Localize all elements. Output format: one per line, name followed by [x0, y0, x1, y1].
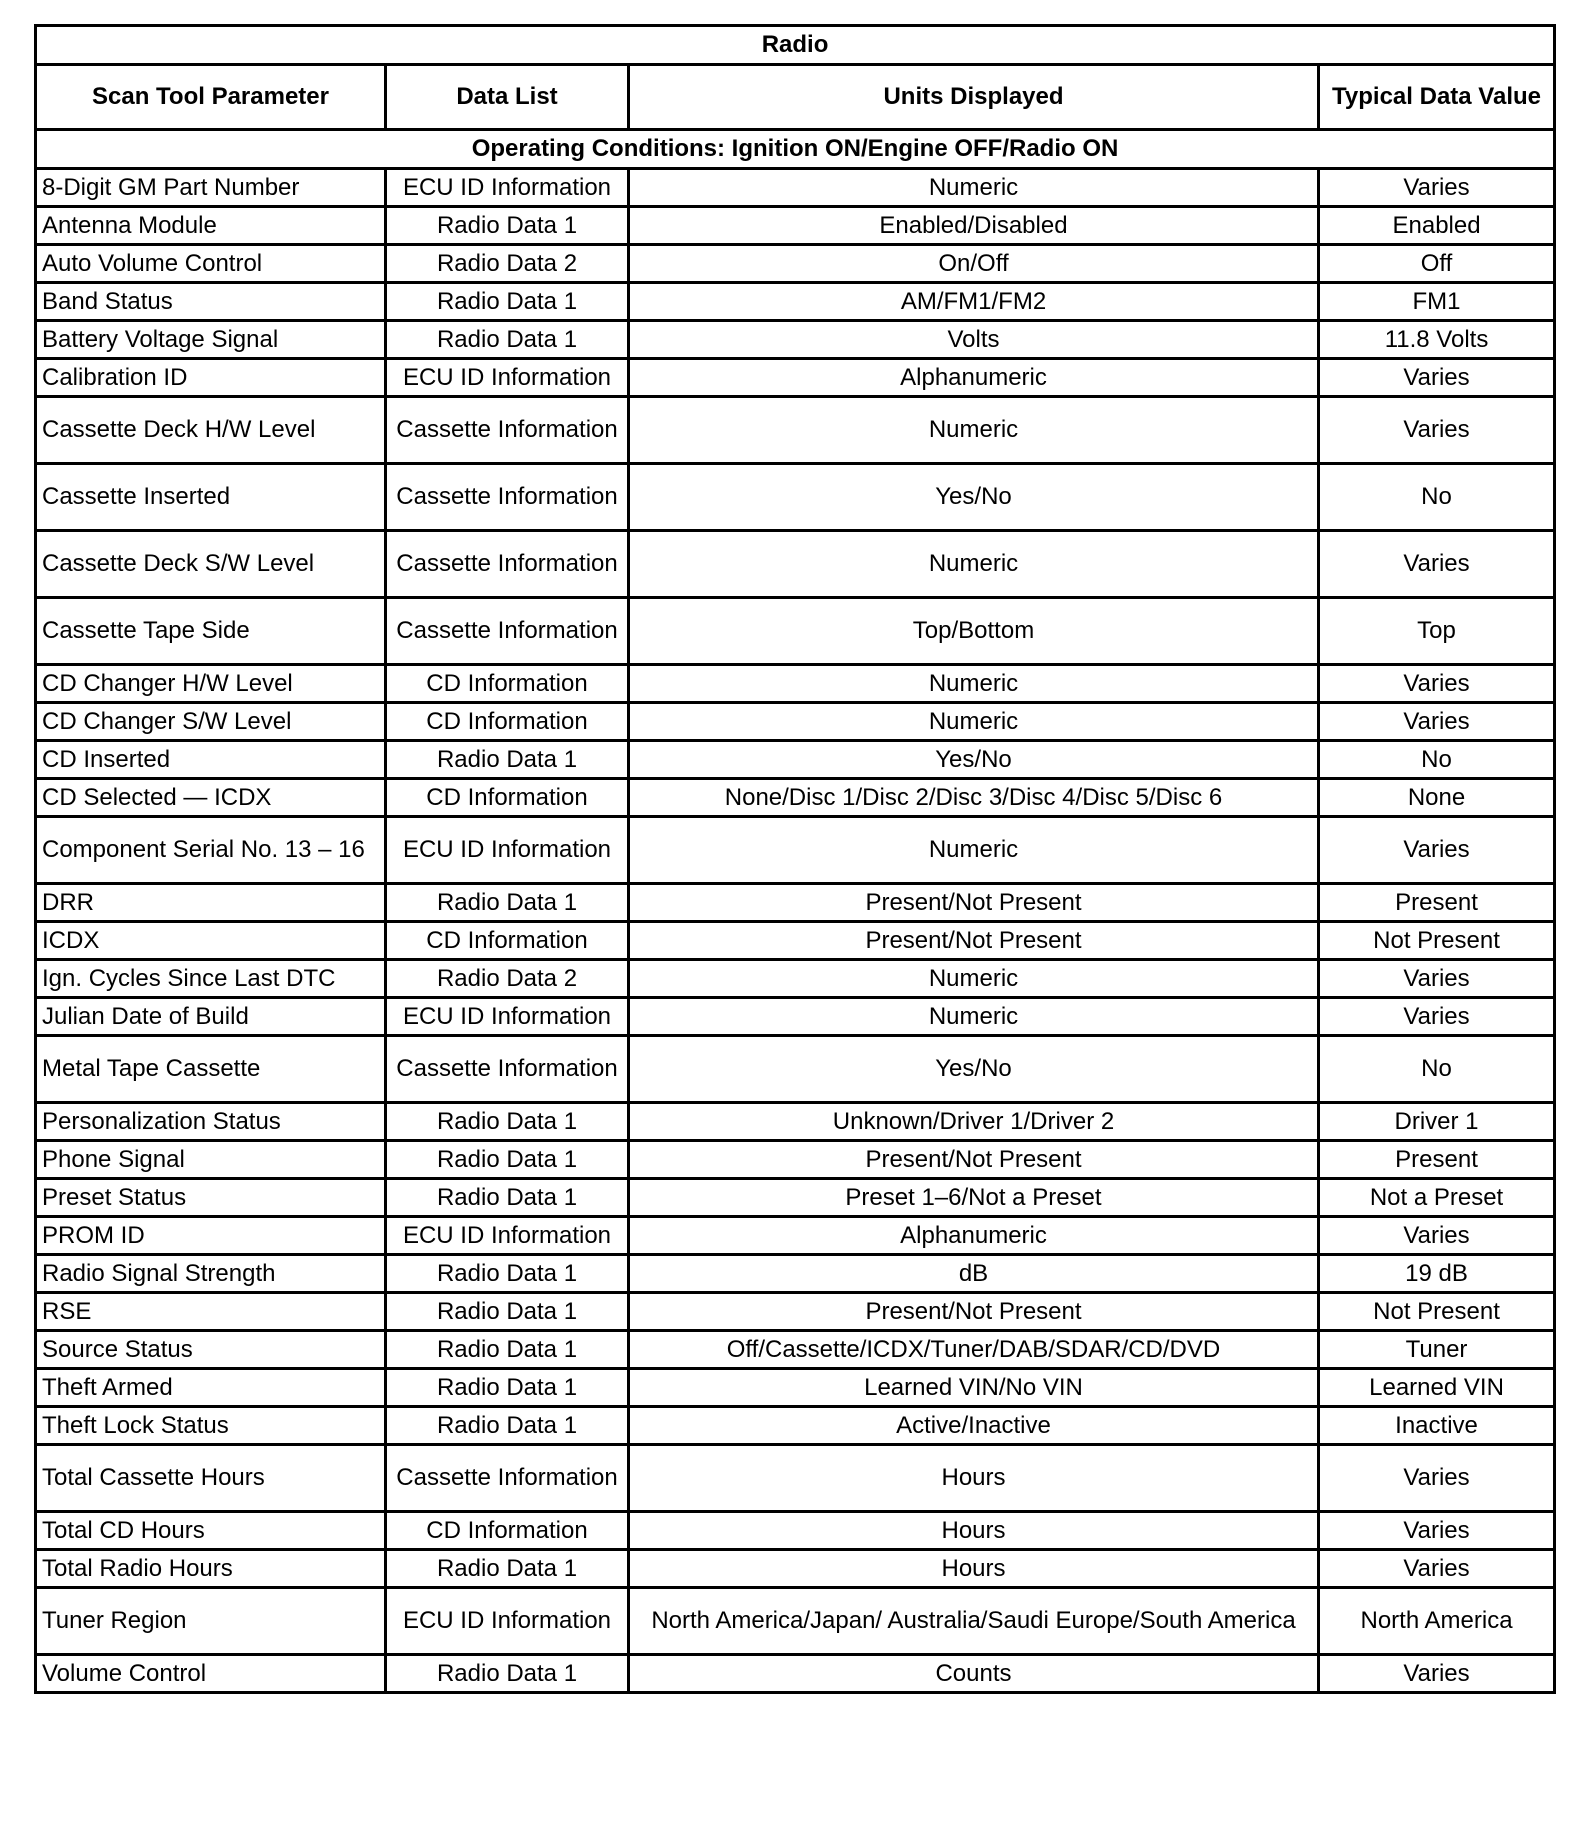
table-row — [36, 1407, 1555, 1445]
table-row — [36, 245, 1555, 283]
data-list-cell: Radio Data 1 — [386, 1331, 629, 1369]
units-cell: Numeric — [629, 960, 1319, 998]
typical-value-cell: Varies — [1319, 1445, 1555, 1512]
typical-value-cell: Enabled — [1319, 207, 1555, 245]
parameter-cell: Cassette Tape Side — [36, 598, 386, 665]
typical-value-cell: Varies — [1319, 359, 1555, 397]
data-list-cell: Cassette Information — [386, 397, 629, 464]
data-list-cell: CD Information — [386, 1512, 629, 1550]
table-row — [36, 1445, 1555, 1512]
parameter-cell: Julian Date of Build — [36, 998, 386, 1036]
typical-value-cell: No — [1319, 464, 1555, 531]
table-row — [36, 169, 1555, 207]
parameter-cell: CD Changer S/W Level — [36, 703, 386, 741]
typical-value-cell: 11.8 Volts — [1319, 321, 1555, 359]
table-row — [36, 1255, 1555, 1293]
typical-value-cell: Present — [1319, 1141, 1555, 1179]
data-list-cell: Radio Data 1 — [386, 1407, 629, 1445]
units-cell: None/Disc 1/Disc 2/Disc 3/Disc 4/Disc 5/Disc 6 — [629, 779, 1319, 817]
typical-value-cell: Varies — [1319, 665, 1555, 703]
parameter-cell: Battery Voltage Signal — [36, 321, 386, 359]
units-cell: Learned VIN/No VIN — [629, 1369, 1319, 1407]
typical-value-cell: Driver 1 — [1319, 1103, 1555, 1141]
units-cell: Alphanumeric — [629, 359, 1319, 397]
typical-value-cell: Tuner — [1319, 1331, 1555, 1369]
data-list-cell: Radio Data 1 — [386, 1293, 629, 1331]
units-cell: Off/Cassette/ICDX/Tuner/DAB/SDAR/CD/DVD — [629, 1331, 1319, 1369]
units-cell: AM/FM1/FM2 — [629, 283, 1319, 321]
data-list-cell: Radio Data 1 — [386, 321, 629, 359]
units-cell: Numeric — [629, 397, 1319, 464]
parameter-cell: Antenna Module — [36, 207, 386, 245]
units-cell: Present/Not Present — [629, 922, 1319, 960]
typical-value-cell: Not a Preset — [1319, 1179, 1555, 1217]
parameter-cell: CD Selected — ICDX — [36, 779, 386, 817]
typical-value-cell: Learned VIN — [1319, 1369, 1555, 1407]
typical-value-cell: Varies — [1319, 1512, 1555, 1550]
parameter-cell: Metal Tape Cassette — [36, 1036, 386, 1103]
table-row — [36, 1369, 1555, 1407]
parameter-cell: DRR — [36, 884, 386, 922]
parameter-cell: Radio Signal Strength — [36, 1255, 386, 1293]
typical-value-cell: Varies — [1319, 531, 1555, 598]
table-row — [36, 1588, 1555, 1655]
typical-value-cell: None — [1319, 779, 1555, 817]
units-cell: Counts — [629, 1655, 1319, 1693]
table-row — [36, 1179, 1555, 1217]
radio-data-table — [34, 24, 1556, 1694]
data-list-cell: Radio Data 1 — [386, 1655, 629, 1693]
data-list-cell: Cassette Information — [386, 531, 629, 598]
parameter-cell: Calibration ID — [36, 359, 386, 397]
typical-value-cell: No — [1319, 741, 1555, 779]
data-list-cell: Radio Data 1 — [386, 1369, 629, 1407]
table-row — [36, 1103, 1555, 1141]
data-list-cell: Cassette Information — [386, 598, 629, 665]
data-list-cell: ECU ID Information — [386, 1588, 629, 1655]
units-cell: Numeric — [629, 998, 1319, 1036]
table-row — [36, 397, 1555, 464]
table-title: Radio — [36, 26, 1555, 65]
header-typical-data-value: Typical Data Value — [1319, 65, 1555, 130]
table-row — [36, 1217, 1555, 1255]
units-cell: dB — [629, 1255, 1319, 1293]
parameter-cell: Cassette Inserted — [36, 464, 386, 531]
data-list-cell: ECU ID Information — [386, 998, 629, 1036]
data-list-cell: CD Information — [386, 665, 629, 703]
parameter-cell: Volume Control — [36, 1655, 386, 1693]
operating-conditions-row — [36, 130, 1555, 169]
units-cell: Enabled/Disabled — [629, 207, 1319, 245]
units-cell: On/Off — [629, 245, 1319, 283]
parameter-cell: Total Cassette Hours — [36, 1445, 386, 1512]
data-list-cell: Radio Data 1 — [386, 1141, 629, 1179]
typical-value-cell: 19 dB — [1319, 1255, 1555, 1293]
units-cell: Volts — [629, 321, 1319, 359]
data-list-cell: Radio Data 2 — [386, 245, 629, 283]
data-list-cell: ECU ID Information — [386, 169, 629, 207]
typical-value-cell: Varies — [1319, 817, 1555, 884]
parameter-cell: Total Radio Hours — [36, 1550, 386, 1588]
parameter-cell: Source Status — [36, 1331, 386, 1369]
units-cell: Numeric — [629, 169, 1319, 207]
units-cell: Present/Not Present — [629, 1293, 1319, 1331]
parameter-cell: Theft Armed — [36, 1369, 386, 1407]
units-cell: Hours — [629, 1550, 1319, 1588]
typical-value-cell: Varies — [1319, 1550, 1555, 1588]
header-data-list: Data List — [386, 65, 629, 130]
units-cell: North America/Japan/ Australia/Saudi Europe/South America — [629, 1588, 1319, 1655]
units-cell: Numeric — [629, 817, 1319, 884]
units-cell: Top/Bottom — [629, 598, 1319, 665]
data-list-cell: CD Information — [386, 779, 629, 817]
data-list-cell: Cassette Information — [386, 1036, 629, 1103]
table-row — [36, 464, 1555, 531]
typical-value-cell: FM1 — [1319, 283, 1555, 321]
data-list-cell: Radio Data 1 — [386, 1550, 629, 1588]
units-cell: Numeric — [629, 703, 1319, 741]
data-list-cell: Radio Data 1 — [386, 1179, 629, 1217]
table-row — [36, 1293, 1555, 1331]
header-scan-tool-parameter: Scan Tool Parameter — [36, 65, 386, 130]
data-list-cell: ECU ID Information — [386, 1217, 629, 1255]
typical-value-cell: Inactive — [1319, 1407, 1555, 1445]
typical-value-cell: Present — [1319, 884, 1555, 922]
parameter-cell: Cassette Deck S/W Level — [36, 531, 386, 598]
units-cell: Yes/No — [629, 1036, 1319, 1103]
data-list-cell: CD Information — [386, 703, 629, 741]
table-row — [36, 665, 1555, 703]
parameter-cell: CD Changer H/W Level — [36, 665, 386, 703]
data-list-cell: Radio Data 1 — [386, 884, 629, 922]
data-list-cell: Radio Data 1 — [386, 207, 629, 245]
typical-value-cell: Not Present — [1319, 1293, 1555, 1331]
table-row — [36, 741, 1555, 779]
data-list-cell: Cassette Information — [386, 1445, 629, 1512]
data-list-cell: Radio Data 1 — [386, 283, 629, 321]
table-row — [36, 817, 1555, 884]
typical-value-cell: Varies — [1319, 169, 1555, 207]
header-units-displayed: Units Displayed — [629, 65, 1319, 130]
table-row — [36, 1550, 1555, 1588]
data-list-cell: ECU ID Information — [386, 359, 629, 397]
units-cell: Yes/No — [629, 741, 1319, 779]
units-cell: Active/Inactive — [629, 1407, 1319, 1445]
typical-value-cell: Varies — [1319, 998, 1555, 1036]
parameter-cell: Preset Status — [36, 1179, 386, 1217]
units-cell: Numeric — [629, 665, 1319, 703]
parameter-cell: Personalization Status — [36, 1103, 386, 1141]
table-row — [36, 1141, 1555, 1179]
table-row — [36, 779, 1555, 817]
data-list-cell: CD Information — [386, 922, 629, 960]
table-title-row — [36, 26, 1555, 65]
table-row — [36, 960, 1555, 998]
data-list-cell: ECU ID Information — [386, 817, 629, 884]
data-list-cell: Radio Data 2 — [386, 960, 629, 998]
units-cell: Present/Not Present — [629, 1141, 1319, 1179]
parameter-cell: Tuner Region — [36, 1588, 386, 1655]
units-cell: Present/Not Present — [629, 884, 1319, 922]
table-row — [36, 359, 1555, 397]
data-list-cell: Cassette Information — [386, 464, 629, 531]
data-list-cell: Radio Data 1 — [386, 1103, 629, 1141]
parameter-cell: Component Serial No. 13 – 16 — [36, 817, 386, 884]
table-row — [36, 283, 1555, 321]
typical-value-cell: Varies — [1319, 397, 1555, 464]
table-row — [36, 598, 1555, 665]
typical-value-cell: Top — [1319, 598, 1555, 665]
parameter-cell: Band Status — [36, 283, 386, 321]
table-row — [36, 207, 1555, 245]
typical-value-cell: North America — [1319, 1588, 1555, 1655]
parameter-cell: CD Inserted — [36, 741, 386, 779]
parameter-cell: Cassette Deck H/W Level — [36, 397, 386, 464]
typical-value-cell: Varies — [1319, 703, 1555, 741]
table-row — [36, 703, 1555, 741]
typical-value-cell: Varies — [1319, 1655, 1555, 1693]
typical-value-cell: Not Present — [1319, 922, 1555, 960]
parameter-cell: Phone Signal — [36, 1141, 386, 1179]
table-row — [36, 1655, 1555, 1693]
typical-value-cell: Off — [1319, 245, 1555, 283]
parameter-cell: RSE — [36, 1293, 386, 1331]
parameter-cell: Ign. Cycles Since Last DTC — [36, 960, 386, 998]
table-row — [36, 922, 1555, 960]
units-cell: Numeric — [629, 531, 1319, 598]
units-cell: Alphanumeric — [629, 1217, 1319, 1255]
data-list-cell: Radio Data 1 — [386, 1255, 629, 1293]
typical-value-cell: Varies — [1319, 960, 1555, 998]
parameter-cell: 8-Digit GM Part Number — [36, 169, 386, 207]
table-row — [36, 321, 1555, 359]
table-row — [36, 531, 1555, 598]
units-cell: Unknown/Driver 1/Driver 2 — [629, 1103, 1319, 1141]
operating-conditions: Operating Conditions: Ignition ON/Engine OFF/Radio ON — [36, 130, 1555, 169]
table-header-row — [36, 65, 1555, 130]
parameter-cell: Auto Volume Control — [36, 245, 386, 283]
parameter-cell: Total CD Hours — [36, 1512, 386, 1550]
table-row — [36, 1036, 1555, 1103]
units-cell: Yes/No — [629, 464, 1319, 531]
table-row — [36, 998, 1555, 1036]
parameter-cell: Theft Lock Status — [36, 1407, 386, 1445]
data-list-cell: Radio Data 1 — [386, 741, 629, 779]
table-row — [36, 884, 1555, 922]
typical-value-cell: Varies — [1319, 1217, 1555, 1255]
table-row — [36, 1512, 1555, 1550]
units-cell: Preset 1–6/Not a Preset — [629, 1179, 1319, 1217]
parameter-cell: PROM ID — [36, 1217, 386, 1255]
typical-value-cell: No — [1319, 1036, 1555, 1103]
units-cell: Hours — [629, 1445, 1319, 1512]
parameter-cell: ICDX — [36, 922, 386, 960]
table-row — [36, 1331, 1555, 1369]
units-cell: Hours — [629, 1512, 1319, 1550]
